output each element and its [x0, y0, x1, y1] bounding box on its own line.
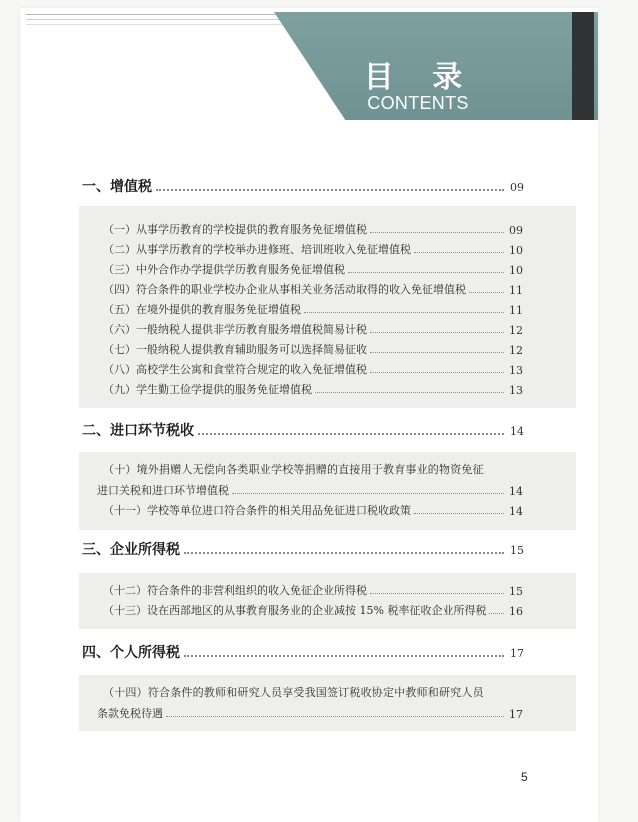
entry-label: （三）中外合作办学提供学历教育服务免征增值税 — [103, 263, 345, 276]
toc-section-import[interactable] — [82, 420, 524, 440]
entry-label: （五）在境外提供的教育服务免征增值税 — [103, 303, 301, 316]
leader-dots — [166, 716, 504, 717]
leader-dots — [370, 593, 504, 594]
entry-label: （十一）学校等单位进口符合条件的相关用品免征进口税收政策 — [103, 504, 411, 517]
toc-entry[interactable] — [103, 279, 523, 297]
page-title-en: CONTENTS — [367, 93, 469, 113]
entry-label: （一）从事学历教育的学校提供的教育服务免征增值税 — [103, 223, 367, 236]
leader-dots — [198, 433, 504, 435]
page-number: 5 — [521, 770, 528, 784]
section-page: 14 — [510, 425, 524, 438]
entry-label: （七）一般纳税人提供教育辅助服务可以选择简易征收 — [103, 343, 367, 356]
entry-label: 条款免税待遇 — [97, 707, 163, 720]
entry-page: 11 — [509, 284, 523, 297]
leader-dots — [370, 352, 504, 353]
entry-page: 14 — [509, 505, 523, 518]
header-rule — [26, 24, 294, 25]
leader-dots — [370, 332, 504, 333]
toc-section-vat[interactable] — [82, 176, 524, 196]
entry-page: 10 — [509, 244, 523, 257]
entry-page: 15 — [509, 585, 523, 598]
toc-block-import — [79, 452, 576, 530]
entry-page: 14 — [509, 485, 523, 498]
toc-entry[interactable] — [103, 239, 523, 257]
toc-entry[interactable] — [103, 500, 523, 518]
section-page: 17 — [510, 647, 524, 660]
entry-label: （八）高校学生公寓和食堂符合规定的收入免征增值税 — [103, 363, 367, 376]
entry-page: 17 — [509, 708, 523, 721]
entry-page: 12 — [509, 344, 523, 357]
toc-entry[interactable] — [103, 259, 523, 277]
section-page: 09 — [510, 181, 524, 194]
toc-section-cit[interactable] — [82, 539, 524, 559]
toc-entry[interactable] — [103, 299, 523, 317]
entry-page: 16 — [509, 605, 523, 618]
section-label: 一、增值税 — [82, 179, 152, 195]
toc-entry[interactable] — [103, 359, 523, 377]
toc-block-vat — [79, 206, 576, 408]
toc-entry[interactable] — [103, 379, 523, 397]
leader-dots — [414, 513, 504, 514]
entry-label: （九）学生勤工俭学提供的服务免征增值税 — [103, 383, 312, 396]
entry-page: 10 — [509, 264, 523, 277]
entry-label: （二）从事学历教育的学校举办进修班、培训班收入免征增值税 — [103, 243, 411, 256]
leader-dots — [184, 552, 504, 554]
leader-dots — [370, 232, 504, 233]
page-title-cn: 目 录 — [363, 60, 477, 95]
leader-dots — [348, 272, 504, 273]
entry-label: （四）符合条件的职业学校办企业从事相关业务活动取得的收入免征增值税 — [103, 283, 466, 296]
section-page: 15 — [510, 544, 524, 557]
leader-dots — [489, 613, 504, 614]
toc-entry[interactable] — [97, 703, 523, 721]
toc-entry[interactable] — [103, 600, 523, 618]
entry-page: 12 — [509, 324, 523, 337]
leader-dots — [469, 292, 504, 293]
header-accent-bar — [572, 12, 594, 120]
entry-page: 13 — [509, 364, 523, 377]
leader-dots — [232, 493, 504, 494]
entry-label: （十二）符合条件的非营利组织的收入免征企业所得税 — [103, 584, 367, 597]
leader-dots — [414, 252, 504, 253]
toc-entry[interactable] — [103, 339, 523, 357]
leader-dots — [304, 312, 504, 313]
leader-dots — [184, 655, 504, 657]
toc-section-iit[interactable] — [82, 642, 524, 662]
entry-page: 13 — [509, 384, 523, 397]
toc-block-iit — [79, 675, 576, 731]
toc-block-cit — [79, 573, 576, 629]
section-label: 三、企业所得税 — [82, 542, 180, 558]
header-rule — [26, 19, 294, 20]
section-label: 二、进口环节税收 — [82, 423, 194, 439]
entry-label: （十三）设在西部地区的从事教育服务业的企业减按 15% 税率征收企业所得税 — [103, 604, 487, 617]
entry-label: （六）一般纳税人提供非学历教育服务增值税简易计税 — [103, 323, 367, 336]
toc-entry-line1[interactable]: （十）境外捐赠人无偿向各类职业学校等捐赠的直接用于教育事业的物资免征 — [103, 463, 484, 476]
toc-entry[interactable] — [103, 580, 523, 598]
leader-dots — [315, 392, 504, 393]
leader-dots — [156, 189, 504, 191]
toc-entry[interactable] — [103, 319, 523, 337]
entry-label: 进口关税和进口环节增值税 — [97, 484, 229, 497]
toc-entry[interactable] — [97, 480, 523, 498]
section-label: 四、个人所得税 — [82, 645, 180, 661]
toc-entry[interactable] — [103, 219, 523, 237]
entry-page: 09 — [509, 224, 523, 237]
entry-page: 11 — [509, 304, 523, 317]
leader-dots — [370, 372, 504, 373]
toc-entry-line1[interactable]: （十四）符合条件的教师和研究人员享受我国签订税收协定中教师和研究人员 — [103, 686, 484, 699]
header-rule — [26, 14, 294, 15]
